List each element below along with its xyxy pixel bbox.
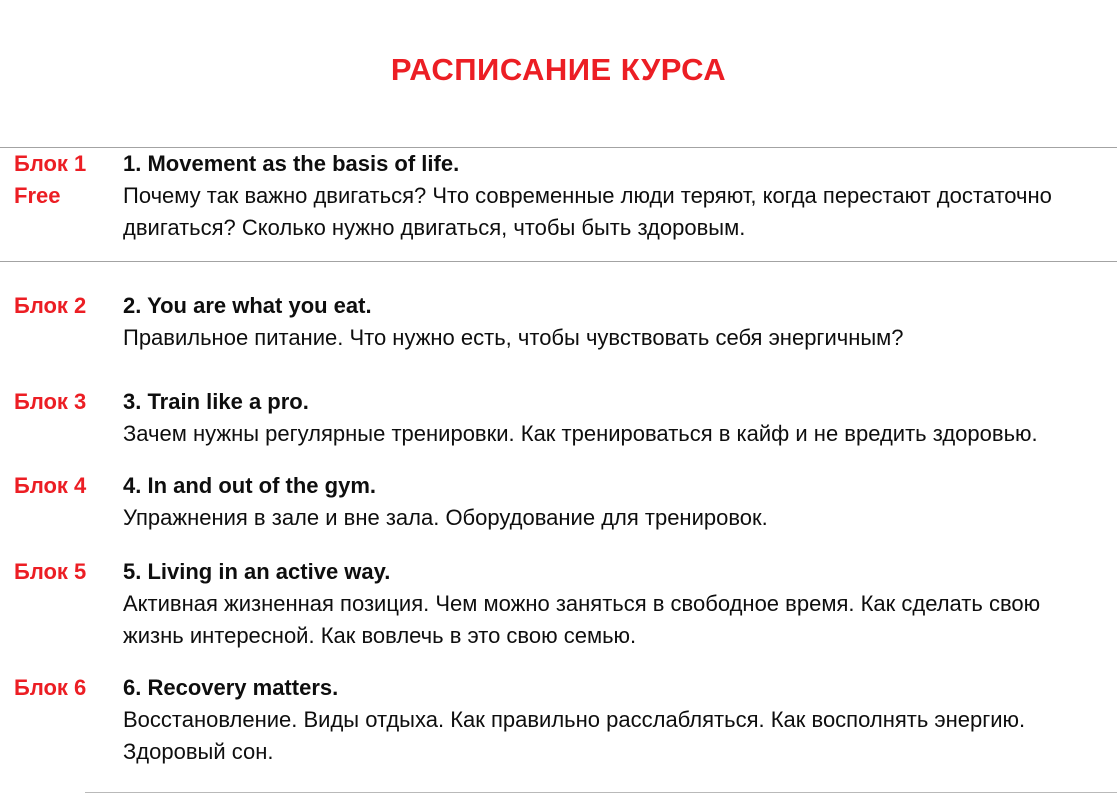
block-content-column xyxy=(123,148,1117,244)
block-free-badge: Free xyxy=(14,183,61,208)
block-description: Почему так важно двигаться? Что современные люди теряют, когда перестают достаточно двигаться? Сколько нужно двигаться, чтобы быть здоровым. xyxy=(123,183,1052,240)
block-description: Зачем нужны регулярные тренировки. Как тренироваться в кайф и не вредить здоровью. xyxy=(123,421,1038,446)
course-block xyxy=(0,386,1117,450)
block-label-column xyxy=(0,556,123,588)
block-number-label: Блок 1 xyxy=(14,151,87,176)
bottom-divider-line xyxy=(85,792,1117,793)
block-label-column xyxy=(0,148,123,212)
block-number-label: Блок 4 xyxy=(14,473,87,498)
course-block xyxy=(0,148,1117,262)
block-description: Упражнения в зале и вне зала. Оборудование для тренировок. xyxy=(123,505,768,530)
block-label-column xyxy=(0,386,123,418)
block-title: 5. Living in an active way. xyxy=(123,559,391,584)
block-number-label: Блок 5 xyxy=(14,559,87,584)
course-block xyxy=(0,672,1117,768)
block-description: Восстановление. Виды отдыха. Как правильно расслабляться. Как восполнять энергию. Здоровый сон. xyxy=(123,707,1026,764)
course-block xyxy=(0,290,1117,354)
block-description: Правильное питание. Что нужно есть, чтобы чувствовать себя энергичным? xyxy=(123,325,904,350)
block-content-column xyxy=(123,386,1117,450)
block-label-column xyxy=(0,290,123,322)
block-label-column xyxy=(0,672,123,704)
block-number-label: Блок 3 xyxy=(14,389,87,414)
block-content-column xyxy=(123,556,1117,652)
course-blocks-list xyxy=(0,148,1117,768)
block-title: 6. Recovery matters. xyxy=(123,675,339,700)
block-title: 4. In and out of the gym. xyxy=(123,473,376,498)
page-title: РАСПИСАНИЕ КУРСА xyxy=(390,52,727,87)
block-number-label: Блок 6 xyxy=(14,675,87,700)
course-block xyxy=(0,470,1117,534)
block-content-column xyxy=(123,672,1117,768)
block-description: Активная жизненная позиция. Чем можно заняться в свободное время. Как сделать свою жизнь интересной. Как вовлечь в это свою семью. xyxy=(123,591,1041,648)
block-content-column xyxy=(123,290,1117,354)
block-title: 3. Train like a pro. xyxy=(123,389,309,414)
block-content-column xyxy=(123,470,1117,534)
block-number-label: Блок 2 xyxy=(14,293,87,318)
block-title: 2. You are what you eat. xyxy=(123,293,372,318)
course-block xyxy=(0,556,1117,652)
block-title: 1. Movement as the basis of life. xyxy=(123,151,460,176)
block-label-column xyxy=(0,470,123,502)
